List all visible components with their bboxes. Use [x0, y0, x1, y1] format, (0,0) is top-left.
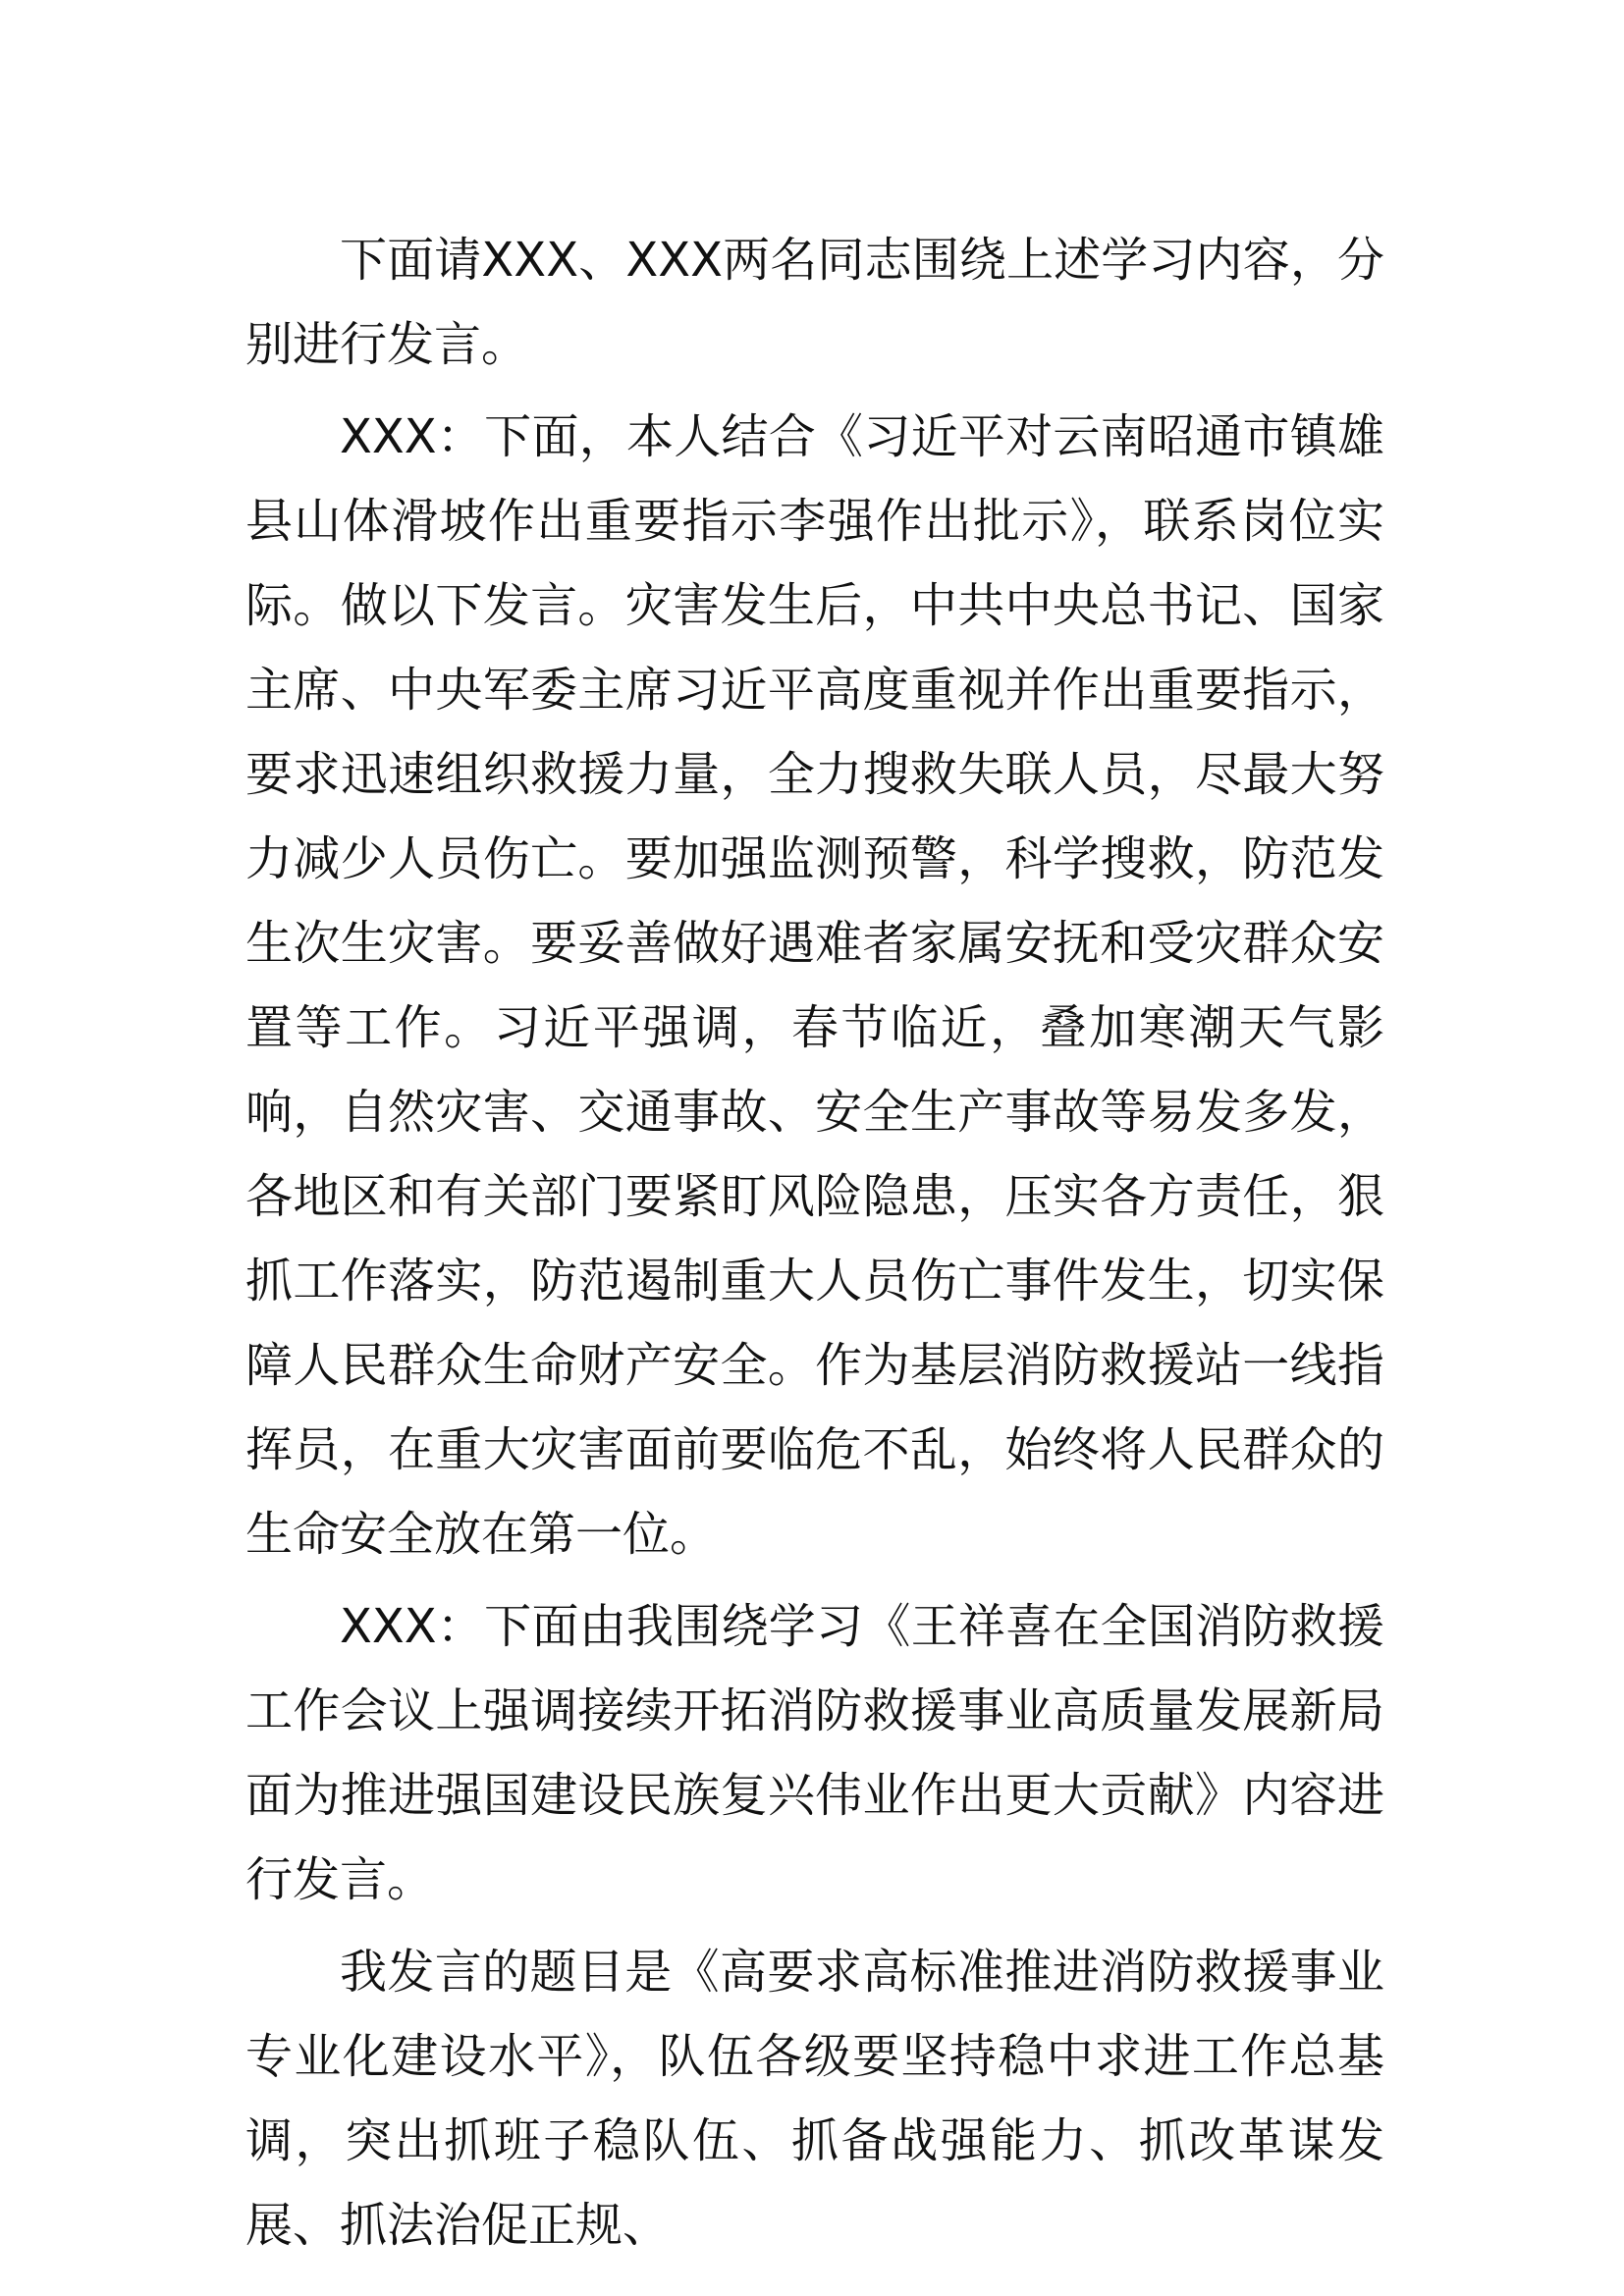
paragraph-speaker-intro: 下面请XXX、XXX两名同志围绕上述学习内容，分别进行发言。: [245, 233, 1384, 372]
paragraph-first-speech: XXX：下面，本人结合《习近平对云南昭通市镇雄县山体滑坡作出重要指示李强作出批示》，联系岗位实际。做以下发言。灾害发生后，中共中央总书记、国家主席、中央军委主席习近平高度重视并作出重要指示，要求迅速组织救援力量，全力搜救失联人员，尽最大努力减少人员伤亡。要加强监测预警，科学搜救，防范发生次生灾害。要妥善做好遇难者家属安抚和受灾群众安置等工作。习近平强调，春节临近，叠加寒潮天气影响，自然灾害、交通事故、安全生产事故等易发多发，各地区和有关部门要紧盯风险隐患，压实各方责任，狠抓工作落实，防范遏制重大人员伤亡事件发生，切实保障人民群众生命财产安全。作为基层消防救援站一线指挥员，在重大灾害面前要临危不乱，始终将人民群众的生命安全放在第一位。: [245, 409, 1384, 1562]
paragraph-second-speech-intro: XXX：下面由我围绕学习《王祥喜在全国消防救援工作会议上强调接续开拓消防救援事业高质量发展新局面为推进强国建设民族复兴伟业作出更大贡献》内容进行发言。: [245, 1599, 1384, 1907]
paragraph-second-speech-topic: 我发言的题目是《高要求高标准推进消防救援事业专业化建设水平》，队伍各级要坚持稳中求进工作总基调，突出抓班子稳队伍、抓备战强能力、抓改革谋发展、抓法治促正规、: [245, 1945, 1384, 2253]
document-body: [245, 218, 1384, 2275]
